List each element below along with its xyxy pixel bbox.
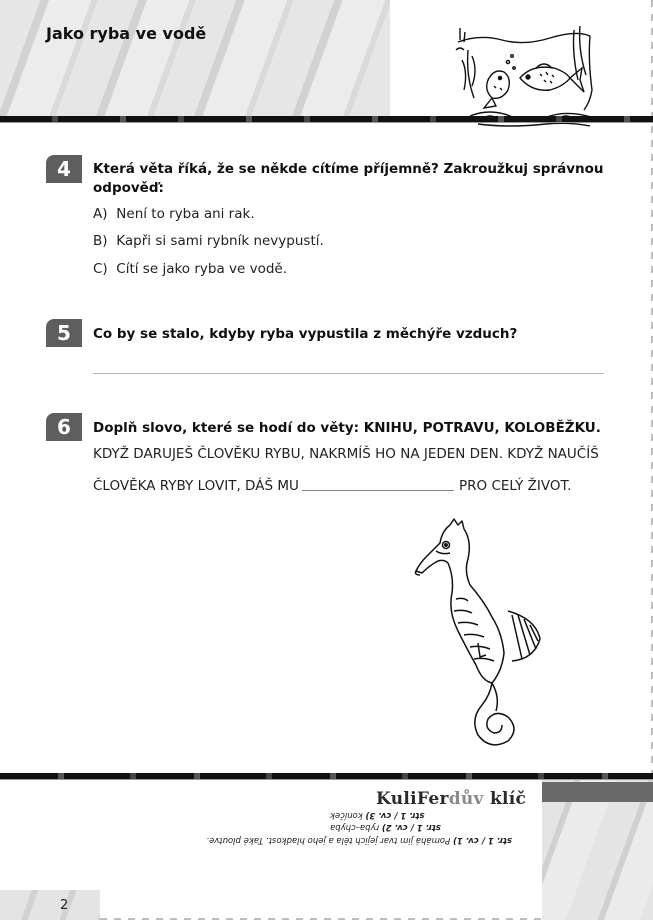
answer-key-line-1-ref: str. 1 / cv. 3) <box>365 810 425 820</box>
option-b[interactable] <box>93 233 324 249</box>
option-c[interactable] <box>93 261 287 277</box>
answer-key-line-2 <box>330 822 512 832</box>
option-c-letter: C) <box>93 261 108 277</box>
exercise-6-line2-start: ČLOVĚKA RYBY LOVIT, DÁŠ MU <box>93 478 299 494</box>
footer-dark-strip <box>542 782 653 802</box>
page-title: Jako ryba ve vodě <box>46 24 207 43</box>
exercise-5-answer-line[interactable] <box>93 373 604 374</box>
answer-key-title-part4: klíč <box>489 789 527 809</box>
header-band <box>0 0 390 118</box>
top-divider-line <box>0 122 653 123</box>
exercise-4-question-line1: Která věta říká, že se někde cítíme příjemně? Zakroužkuj správnou <box>93 161 604 177</box>
answer-key-title-part1: Kuli <box>376 789 417 809</box>
exercise-6-question: Doplň slovo, které se hodí do věty: KNIHU, POTRAVU, KOLOBĚŽKU. <box>93 420 601 436</box>
answer-key-line-1 <box>330 810 512 820</box>
answer-key-line-1-text: koníček <box>330 810 363 820</box>
seahorse-icon <box>412 515 552 760</box>
option-c-text: Cítí se jako ryba ve vodě. <box>116 261 288 277</box>
answer-key-title-part2: Fer <box>416 789 449 809</box>
answer-key-line-3-ref: str. 1 / cv. 1) <box>452 835 512 845</box>
answer-key-title <box>376 789 526 809</box>
exercise-5-badge: 5 <box>46 319 82 347</box>
exercise-6-blank[interactable] <box>302 490 454 491</box>
option-a-text: Není to ryba ani rak. <box>116 206 255 222</box>
option-b-letter: B) <box>93 233 108 249</box>
option-a[interactable] <box>93 206 255 222</box>
answer-key-line-3 <box>206 835 512 845</box>
exercise-6-line2-end: PRO CELÝ ŽIVOT. <box>459 478 572 494</box>
answer-key-title-part3: dův <box>448 789 484 809</box>
exercise-4-badge: 4 <box>46 155 82 183</box>
exercise-6-badge: 6 <box>46 413 82 441</box>
answer-key-line-2-text: ryba–chyba <box>330 822 380 832</box>
answer-key-line-3-text: Pomáhá jim tvar jejich těla a jeho hladkost. Také ploutve. <box>206 835 451 845</box>
fish-aquarium-icon <box>450 20 600 130</box>
option-a-letter: A) <box>93 206 108 222</box>
page-number-band <box>0 890 100 920</box>
exercise-4-question-line2: odpověď: <box>93 180 164 196</box>
answer-key-line-2-ref: str. 1 / cv. 2) <box>381 822 441 832</box>
exercise-6-line1: KDYŽ DARUJEŠ ČLOVĚKU RYBU, NAKRMÍŠ HO NA JEDEN DEN. KDYŽ NAUČÍŠ <box>93 446 599 462</box>
exercise-4-question <box>93 160 623 198</box>
option-b-text: Kapři si sami rybník nevypustí. <box>116 233 324 249</box>
exercise-5-question: Co by se stalo, kdyby ryba vypustila z měchýře vzduch? <box>93 326 518 342</box>
page-number: 2 <box>60 898 69 913</box>
